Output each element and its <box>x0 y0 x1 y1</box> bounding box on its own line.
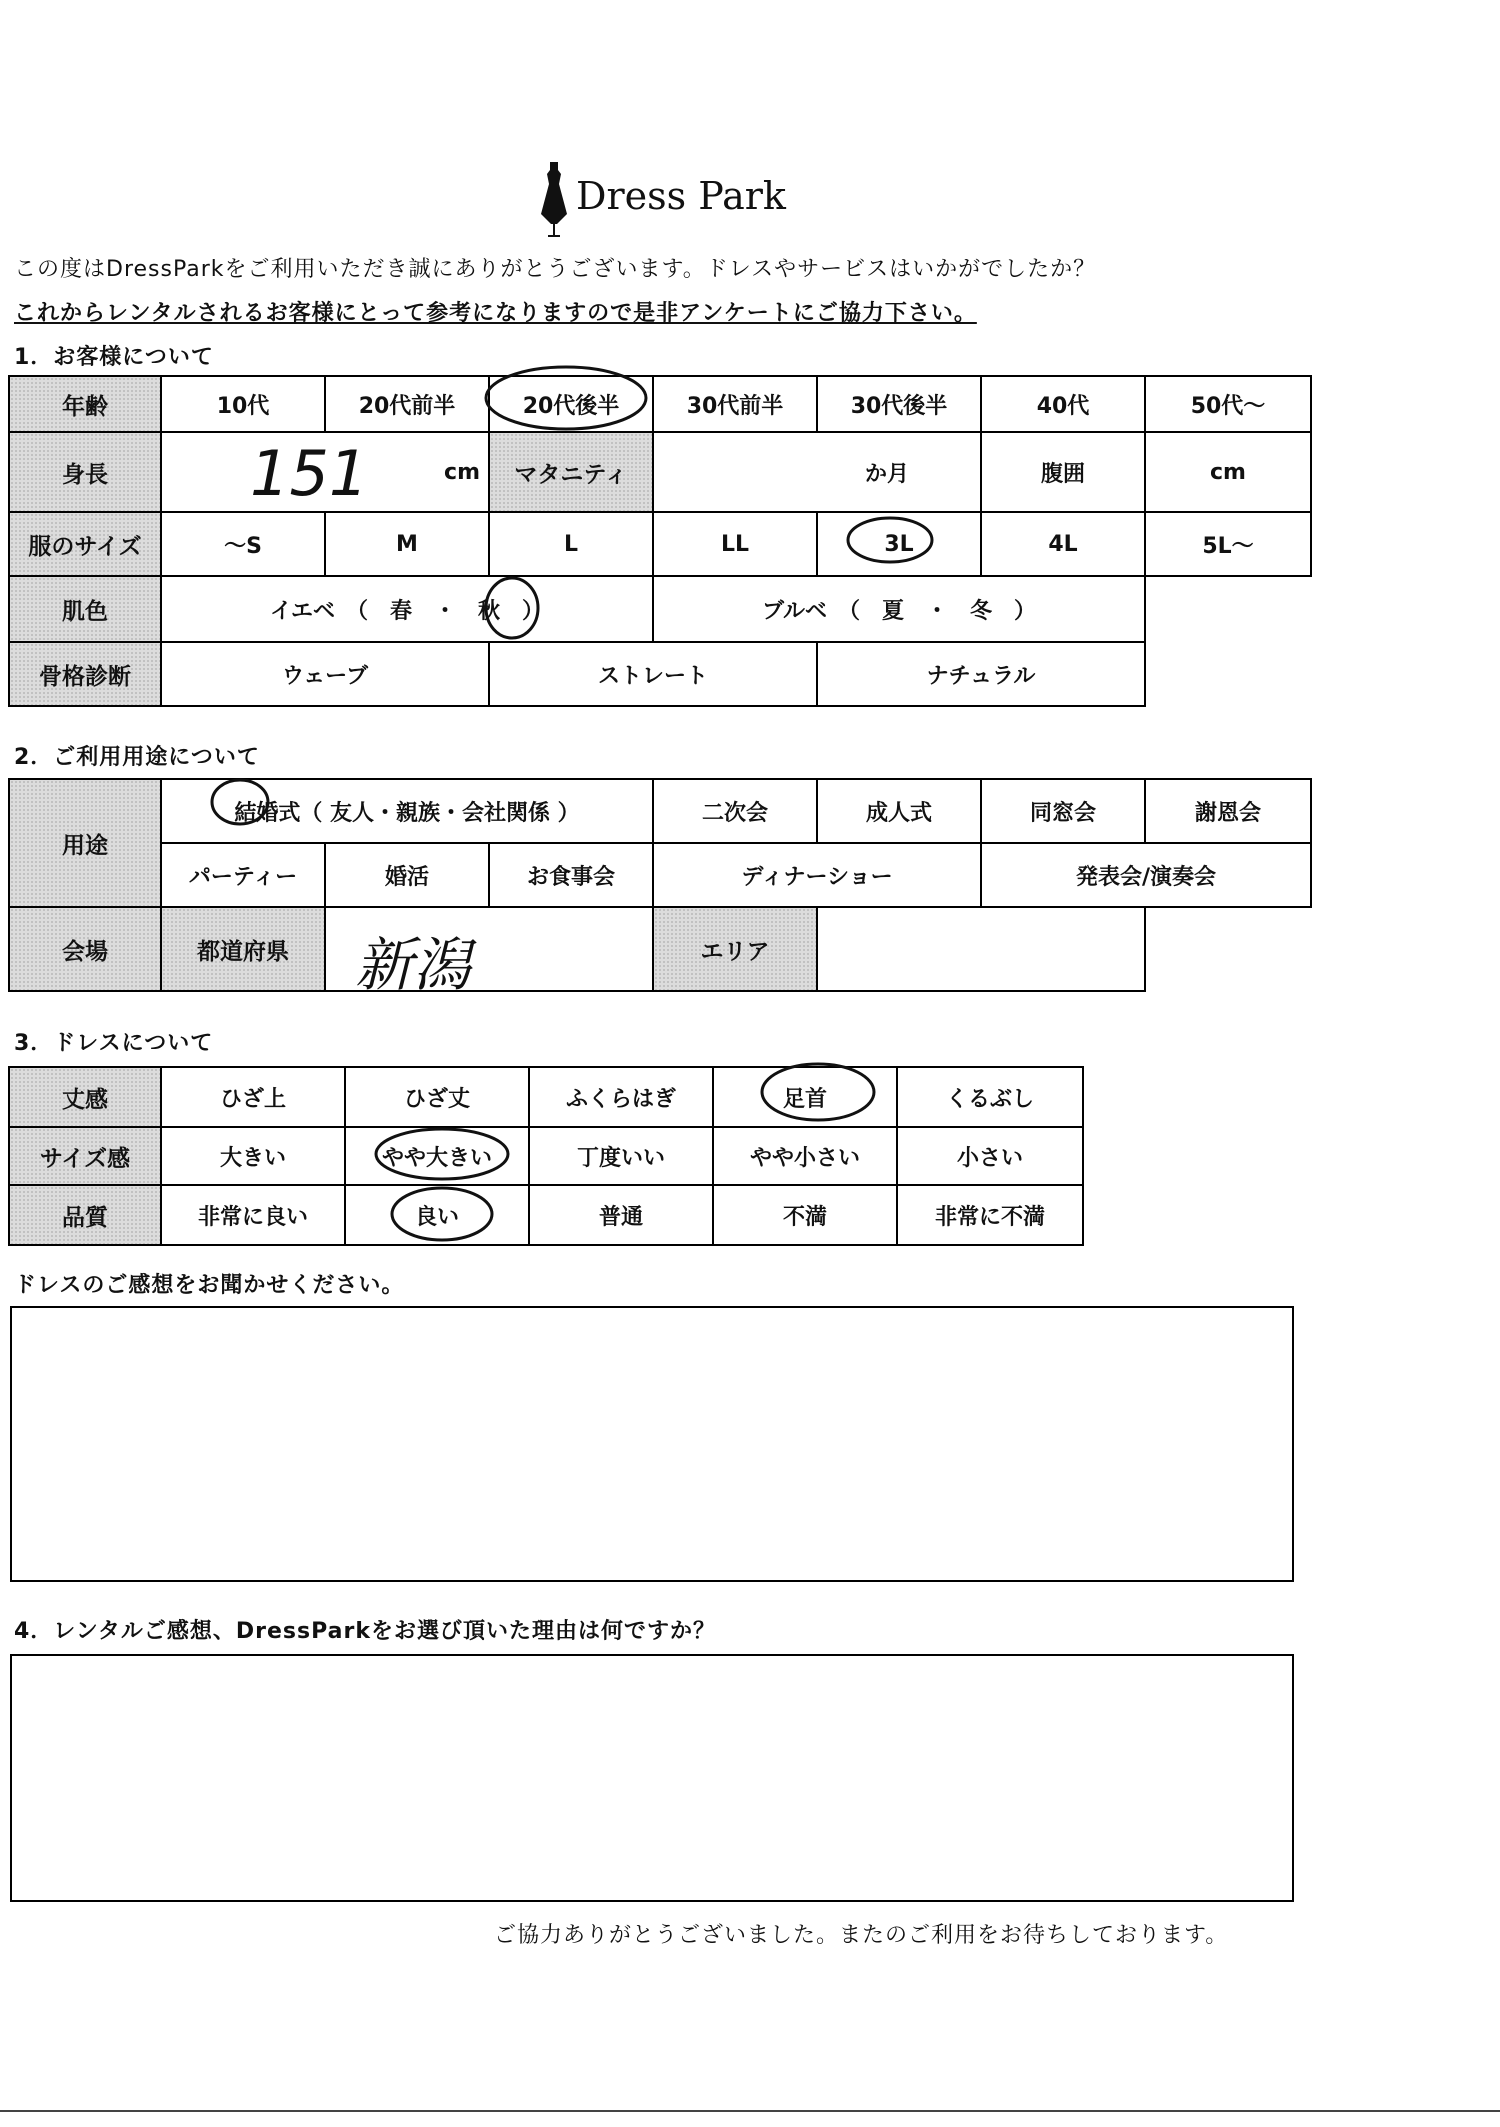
size-option[interactable]: LL <box>652 511 818 577</box>
maternity-label: マタニティ <box>488 431 654 513</box>
venue-label: 会場 <box>8 906 162 992</box>
waist-label: 腹囲 <box>980 431 1146 513</box>
waist-unit[interactable]: cm <box>1144 431 1312 513</box>
impression-prompt: ドレスのご感想をお聞かせください。 <box>14 1273 405 1298</box>
area-label: エリア <box>652 906 818 992</box>
height-handwritten-value: 151 <box>250 437 369 510</box>
age-option[interactable]: 40代 <box>980 375 1146 433</box>
length-option-selected[interactable]: 足首 <box>712 1066 898 1128</box>
fit-option[interactable]: やや小さい <box>712 1126 898 1186</box>
size-option[interactable]: M <box>324 511 490 577</box>
height-label: 身長 <box>8 431 162 513</box>
purpose-option-selected[interactable]: 結婚式（ 友人・親族・会社関係 ） <box>160 778 654 844</box>
purpose-option[interactable]: 二次会 <box>652 778 818 844</box>
quality-option[interactable]: 非常に良い <box>160 1184 346 1246</box>
purpose-option[interactable]: 同窓会 <box>980 778 1146 844</box>
fit-option[interactable]: 大きい <box>160 1126 346 1186</box>
purpose-option[interactable]: お食事会 <box>488 842 654 908</box>
frame-option[interactable]: ナチュラル <box>816 641 1146 707</box>
age-option[interactable]: 20代前半 <box>324 375 490 433</box>
age-label: 年齢 <box>8 375 162 433</box>
fit-option-selected[interactable]: やや大きい <box>344 1126 530 1186</box>
section4-title: 4．レンタルご感想、DressParkをお選び頂いた理由は何ですか？ <box>14 1619 716 1644</box>
length-label: 丈感 <box>8 1066 162 1128</box>
logo-text: Dress Park <box>576 174 786 218</box>
age-option[interactable]: 50代～ <box>1144 375 1312 433</box>
purpose-option[interactable]: 成人式 <box>816 778 982 844</box>
purpose-option[interactable]: 謝恩会 <box>1144 778 1312 844</box>
length-option[interactable]: くるぶし <box>896 1066 1084 1128</box>
fit-label: サイズ感 <box>8 1126 162 1186</box>
quality-option[interactable]: 不満 <box>712 1184 898 1246</box>
purpose-label: 用途 <box>8 778 162 908</box>
months-unit: か月 <box>864 461 909 487</box>
section1-title: 1．お客様について <box>14 345 214 370</box>
quality-option[interactable]: 普通 <box>528 1184 714 1246</box>
purpose-option[interactable]: ディナーショー <box>652 842 982 908</box>
dress-icon <box>536 158 572 238</box>
area-field[interactable] <box>816 906 1146 992</box>
purpose-option[interactable]: 婚活 <box>324 842 490 908</box>
prefecture-label: 都道府県 <box>160 906 326 992</box>
closing-message: ご協力ありがとうございました。またのご利用をお待ちしております。 <box>494 1923 1229 1948</box>
size-option-selected[interactable]: 3L <box>816 511 982 577</box>
age-option-selected[interactable]: 20代後半 <box>488 375 654 433</box>
height-unit: cm <box>444 459 480 485</box>
size-label: 服のサイズ <box>8 511 162 577</box>
fit-option[interactable]: 丁度いい <box>528 1126 714 1186</box>
length-option[interactable]: ひざ丈 <box>344 1066 530 1128</box>
section2-title: 2．ご利用用途について <box>14 745 260 770</box>
intro-request: これからレンタルされるお客様にとって参考になりますので是非アンケートにご協力下さい。 <box>14 301 977 326</box>
frame-option[interactable]: ウェーブ <box>160 641 490 707</box>
size-option[interactable]: ～S <box>160 511 326 577</box>
length-option[interactable]: ひざ上 <box>160 1066 346 1128</box>
size-option[interactable]: 5L～ <box>1144 511 1312 577</box>
size-option[interactable]: 4L <box>980 511 1146 577</box>
purpose-option[interactable]: パーティー <box>160 842 326 908</box>
section3-title: 3．ドレスについて <box>14 1031 214 1056</box>
purpose-option[interactable]: 発表会/演奏会 <box>980 842 1312 908</box>
page-bottom-rule <box>0 2110 1500 2112</box>
dresspark-logo <box>536 158 786 238</box>
skin-yellow-option[interactable]: イエベ （ 春 ・ 秋 ） <box>160 575 654 643</box>
quality-option-selected[interactable]: 良い <box>344 1184 530 1246</box>
fit-option[interactable]: 小さい <box>896 1126 1084 1186</box>
quality-label: 品質 <box>8 1184 162 1246</box>
age-option[interactable]: 10代 <box>160 375 326 433</box>
age-option[interactable]: 30代前半 <box>652 375 818 433</box>
height-field[interactable] <box>160 431 490 513</box>
intro-text: この度はDressParkをご利用いただき誠にありがとうございます。ドレスやサービスはいかがでしたか？ <box>14 257 1097 282</box>
prefecture-field[interactable] <box>324 906 654 992</box>
skin-blue-option[interactable]: ブルベ （ 夏 ・ 冬 ） <box>652 575 1146 643</box>
quality-option[interactable]: 非常に不満 <box>896 1184 1084 1246</box>
maternity-months-field[interactable] <box>652 431 982 513</box>
impression-textarea[interactable] <box>10 1306 1294 1582</box>
prefecture-handwritten-value: 新潟 <box>355 931 472 999</box>
size-option[interactable]: L <box>488 511 654 577</box>
frame-option[interactable]: ストレート <box>488 641 818 707</box>
skin-label: 肌色 <box>8 575 162 643</box>
reason-textarea[interactable] <box>10 1654 1294 1902</box>
age-option[interactable]: 30代後半 <box>816 375 982 433</box>
length-option[interactable]: ふくらはぎ <box>528 1066 714 1128</box>
frame-label: 骨格診断 <box>8 641 162 707</box>
